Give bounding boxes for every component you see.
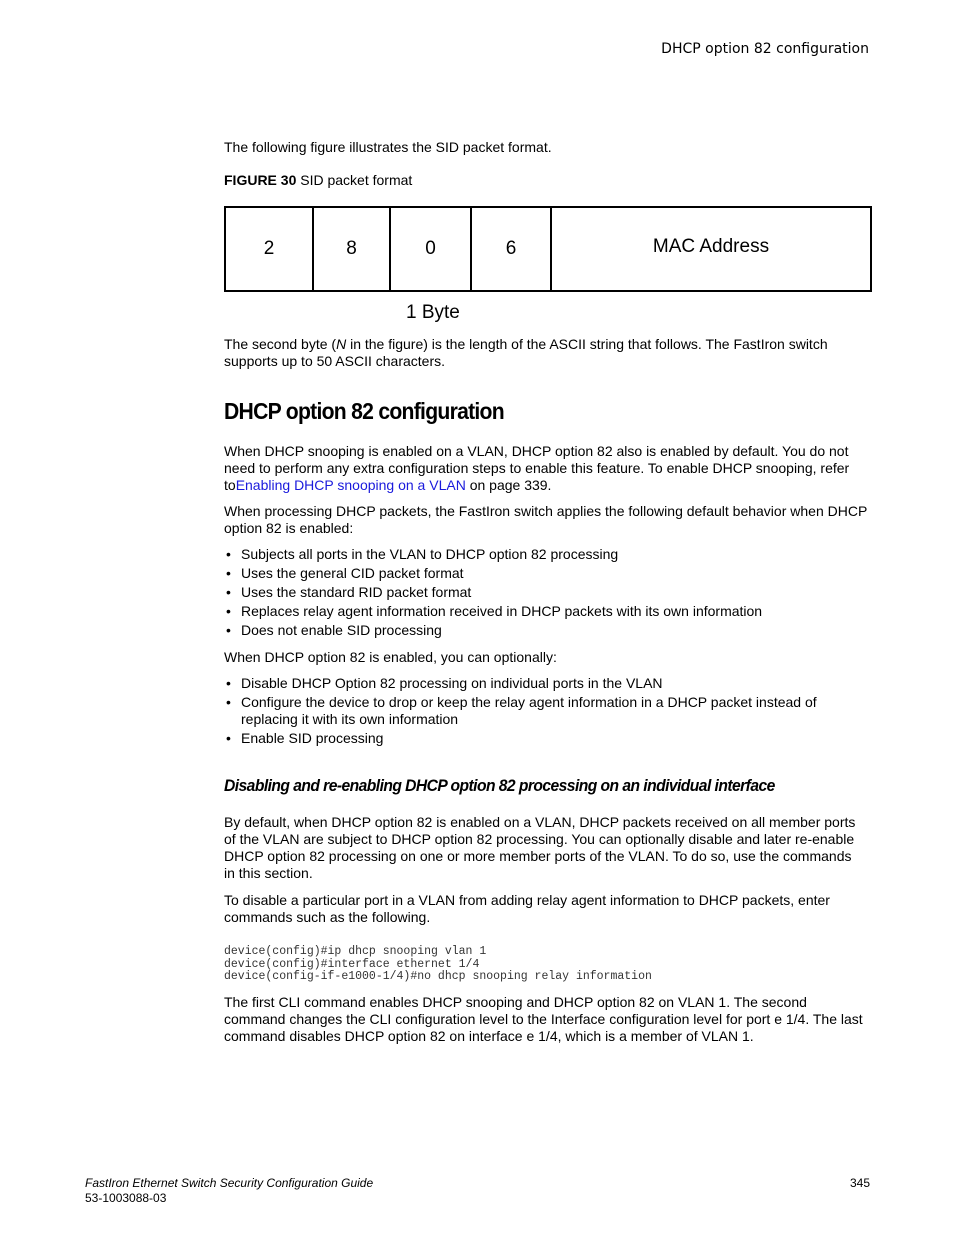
optional-behavior-list (224, 675, 834, 749)
figure-note (224, 336, 864, 370)
section-heading: DHCP option 82 configuration (224, 398, 504, 424)
figure-caption (224, 172, 872, 188)
code-line: device(config)#ip dhcp snooping vlan 1 (224, 945, 487, 958)
byte-label: 1 Byte (406, 302, 460, 323)
list-item: • Enable SID processing (224, 730, 834, 747)
list-item: • Replaces relay agent information received in DHCP packets with its own information (224, 603, 872, 620)
figure-note-text: The second byte ( (224, 336, 337, 352)
list-item: • Configure the device to drop or keep the relay agent information in a DHCP packet instead of replacing it with its own information (224, 694, 834, 728)
sid-cell-4: 6 (472, 208, 552, 290)
sid-cell-1: 2 (226, 208, 314, 290)
sid-packet-figure (224, 206, 872, 292)
figure-title: SID packet format (300, 172, 413, 188)
list-item: • Uses the general CID packet format (224, 565, 872, 582)
subsection-heading: Disabling and re-enabling DHCP option 82 processing on an individual interface (224, 776, 775, 795)
figure-note-italic: N (336, 336, 347, 352)
default-behavior-list (224, 546, 872, 641)
paragraph-text: When DHCP snooping is enabled on a VLAN, DHCP option 82 also is enabled by default. You do not need to perform any extra configuration steps to enable this feature. To enable DHCP snooping, refer to (224, 443, 850, 493)
list-item: • Disable DHCP Option 82 processing on individual ports in the VLAN (224, 675, 834, 692)
enabling-dhcp-snooping-link[interactable]: Enabling DHCP snooping on a VLAN (235, 477, 466, 493)
list-item: • Uses the standard RID packet format (224, 584, 872, 601)
section-paragraph-2: When processing DHCP packets, the FastIron switch applies the following default behavior when DHCP option 82 is enabled: (224, 503, 868, 536)
list-item: • Does not enable SID processing (224, 622, 872, 639)
sid-cell-2: 8 (314, 208, 391, 290)
footer-doc-number: 53-1003088-03 (85, 1191, 167, 1205)
sid-cell-3: 0 (391, 208, 472, 290)
paragraph-text-continued: on page 339. (465, 477, 552, 493)
subsection-paragraph-3: The first CLI command enables DHCP snooping and DHCP option 82 on VLAN 1. The second command changes the CLI configuration level to the Interface configuration level for port e 1/4. The last command disables DHCP option 82 on interface e 1/4, which is a member of VLAN 1. (224, 994, 863, 1044)
code-line: device(config)#interface ethernet 1/4 (224, 957, 480, 971)
sid-cell-mac-address: MAC Address (652, 236, 770, 257)
code-line: device(config-if-e1000-1/4)#no dhcp snooping relay information (224, 970, 652, 983)
page-number: 345 (849, 1176, 870, 1190)
figure-label: FIGURE 30 (224, 172, 297, 188)
subsection-paragraph-1: By default, when DHCP option 82 is enabled on a VLAN, DHCP packets received on all member ports of the VLAN are subject to DHCP option 82 processing. You can optionally disable and later re-enable DHCP option 82 processing on one or more member ports of the VLAN. To do so, use the commands in this section. (224, 814, 856, 881)
section-paragraph-1 (224, 443, 864, 494)
figure-note-text-continued: in the figure) is the length of the ASCII string that follows. The FastIron switch supports up to 50 ASCII characters. (224, 336, 828, 369)
section-paragraph-3: When DHCP option 82 is enabled, you can optionally: (224, 649, 557, 665)
footer-title: FastIron Ethernet Switch Security Configuration Guide (85, 1176, 374, 1190)
intro-paragraph: The following figure illustrates the SID packet format. (224, 139, 552, 155)
cli-code-block (224, 946, 652, 984)
subsection-paragraph-2: To disable a particular port in a VLAN from adding relay agent information to DHCP packets, enter commands such as the following. (224, 892, 830, 925)
list-item: • Subjects all ports in the VLAN to DHCP option 82 processing (224, 546, 872, 563)
running-head: DHCP option 82 configuration (661, 41, 869, 57)
